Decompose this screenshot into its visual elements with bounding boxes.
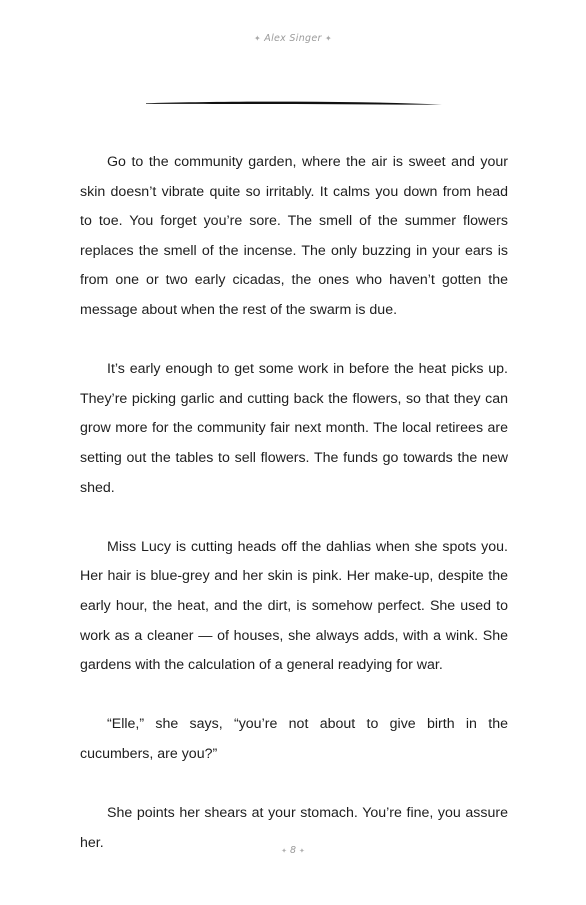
ornament-icon: ✦: [299, 847, 305, 855]
ornament-icon: ✦: [325, 34, 333, 43]
ornament-icon: ✦: [281, 847, 287, 855]
page-number: [0, 845, 586, 856]
paragraph: She points her shears at your stomach. You’re fine, you assure her.: [80, 805, 508, 851]
body-text: [80, 148, 508, 858]
paragraph: “Elle,” she says, “you’re not about to give birth in the cucumbers, are you?”: [80, 716, 508, 762]
paragraph: It’s early enough to get some work in before the heat picks up. They’re picking garlic and cutting back the flowers, so that they can grow more for the community fair next month. The local retirees are setting out the tables to sell flowers. The funds go towards the new shed.: [80, 361, 508, 496]
chapter-divider-rule: [145, 97, 443, 109]
paragraph: Miss Lucy is cutting heads off the dahlias when she spots you. Her hair is blue-grey and her skin is pink. Her make-up, despite the early hour, the heat, and the dirt, is somehow perfect. She used to work as a cleaner — of houses, she always adds, with a wink. She gardens with the calculation of a general readying for war.: [80, 538, 508, 674]
running-head: [0, 33, 586, 44]
page-number-value: 8: [289, 845, 297, 856]
paragraph: Go to the community garden, where the air is sweet and your skin doesn’t vibrate quite so irritably. It calms you down from head to toe. You forget you’re sore. The smell of the summer flowers replaces the smell of the incense. The only buzzing in your ears is from one or two early cicadas, the ones who haven’t gotten the message about when the rest of the swarm is due.: [80, 154, 508, 318]
author-name: Alex Singer: [264, 33, 322, 44]
ornament-icon: ✦: [253, 34, 261, 43]
